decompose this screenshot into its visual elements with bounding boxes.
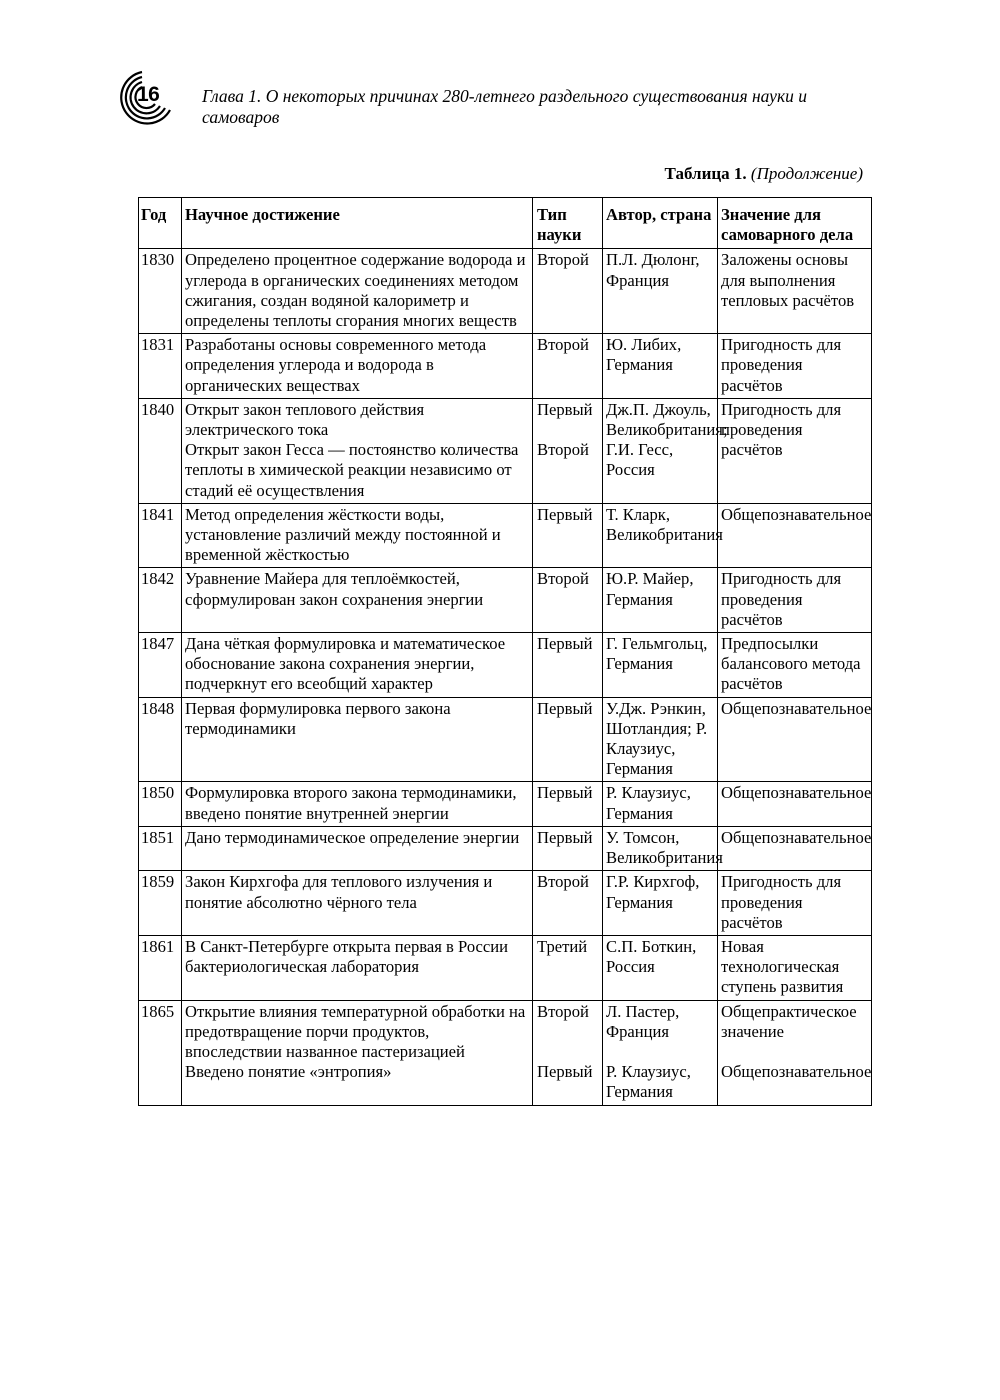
- type-cell: Первый: [533, 826, 603, 870]
- chapter-title: Глава 1. О некоторых причинах 280-летнего раздельного существования науки и самоваров: [202, 86, 808, 127]
- achievement-line: Открыт закон теплового действия электрического тока: [185, 399, 429, 440]
- year-cell: 1840: [139, 398, 182, 503]
- year-cell: 1842: [139, 568, 182, 633]
- significance-cell: Общепознавательное: [718, 782, 872, 826]
- year-cell: 1865: [139, 1000, 182, 1105]
- table-row: [139, 782, 872, 826]
- achievements-table: [138, 197, 872, 1106]
- author-cell: Р. Клаузиус, Германия: [603, 782, 718, 826]
- author-line: Р. Клаузиус, Германия: [606, 1062, 696, 1102]
- type-line: Второй: [537, 1001, 589, 1021]
- table-row: [139, 826, 872, 870]
- year-cell: 1851: [139, 826, 182, 870]
- significance-cell: [718, 1000, 872, 1105]
- author-cell: С.П. Боткин, Россия: [603, 935, 718, 1000]
- author-cell: Т. Кларк, Великобритания: [603, 503, 718, 568]
- type-cell: Третий: [533, 935, 603, 1000]
- table-row: [139, 249, 872, 334]
- author-cell: У. Томсон, Великобритания: [603, 826, 718, 870]
- achievement-cell: Метод определения жёсткости воды, установление различий между постоянной и временной жёсткостью: [182, 503, 533, 568]
- achievement-cell: В Санкт-Петербурге открыта первая в России бактериологическая лаборатория: [182, 935, 533, 1000]
- table-header-row: [139, 198, 872, 249]
- table-caption: [665, 164, 863, 184]
- significance-cell: Заложены основы для выполнения тепловых расчётов: [718, 249, 872, 334]
- year-cell: 1831: [139, 334, 182, 399]
- table-row: [139, 334, 872, 399]
- achievement-line: Введено понятие «энтропия»: [185, 1062, 392, 1082]
- table-note: (Продолжение): [750, 164, 863, 183]
- type-cell: Второй: [533, 871, 603, 936]
- page-number: 16: [137, 83, 160, 106]
- year-cell: 1859: [139, 871, 182, 936]
- achievement-cell: Дана чёткая формулировка и математическое обоснование закона сохранения энергии, подчеркнут его всеобщий характер: [182, 633, 533, 698]
- type-cell: Первый: [533, 503, 603, 568]
- achievement-cell: Дано термодинамическое определение энергии: [182, 826, 533, 870]
- table-row: [139, 398, 872, 503]
- significance-cell: Общепознавательное: [718, 503, 872, 568]
- type-cell: Первый: [533, 697, 603, 782]
- achievement-line: Открыт закон Гесса — постоянство количества теплоты в химической реакции независимо от стадий её осуществления: [185, 440, 523, 500]
- author-cell: Ю. Либих, Германия: [603, 334, 718, 399]
- significance-cell: Пригодность для проведения расчётов: [718, 871, 872, 936]
- type-line: Первый: [537, 399, 593, 419]
- type-cell: Второй: [533, 568, 603, 633]
- type-cell: [533, 1000, 603, 1105]
- achievement-cell: [182, 398, 533, 503]
- achievement-cell: Уравнение Майера для теплоёмкостей, сформулирован закон сохранения энергии: [182, 568, 533, 633]
- author-cell: Г.Р. Кирхгоф, Германия: [603, 871, 718, 936]
- table-row: [139, 935, 872, 1000]
- table-row: [139, 697, 872, 782]
- author-cell: Ю.Р. Майер, Германия: [603, 568, 718, 633]
- achievement-cell: Формулировка второго закона термодинамики, введено понятие внутренней энергии: [182, 782, 533, 826]
- column-header-type: Тип науки: [533, 198, 603, 249]
- table-row: [139, 633, 872, 698]
- significance-cell: Пригодность для проведения расчётов: [718, 398, 872, 503]
- author-line: Л. Пастер, Франция: [606, 1001, 684, 1041]
- achievement-cell: Закон Кирхгофа для теплового излучения и понятие абсолютно чёрного тела: [182, 871, 533, 936]
- table-row: [139, 871, 872, 936]
- achievement-cell: Разработаны основы современного метода определения углерода и водорода в органических веществах: [182, 334, 533, 399]
- column-header-achievement: Научное достижение: [182, 198, 533, 249]
- year-cell: 1830: [139, 249, 182, 334]
- significance-cell: Пригодность для проведения расчётов: [718, 568, 872, 633]
- table-row: [139, 503, 872, 568]
- significance-line: Общепознавательное: [721, 1062, 872, 1082]
- achievement-cell: [182, 1000, 533, 1105]
- year-cell: 1848: [139, 697, 182, 782]
- type-cell: Первый: [533, 633, 603, 698]
- year-cell: 1850: [139, 782, 182, 826]
- significance-cell: Общепознавательное: [718, 697, 872, 782]
- type-line: Первый: [537, 1062, 593, 1082]
- column-header-author: Автор, страна: [603, 198, 718, 249]
- type-cell: [533, 398, 603, 503]
- author-cell: У.Дж. Рэнкин, Шотландия; Р. Клаузиус, Германия: [603, 697, 718, 782]
- author-cell: П.Л. Дюлонг, Франция: [603, 249, 718, 334]
- significance-cell: Предпосылки балансового метода расчётов: [718, 633, 872, 698]
- significance-cell: Пригодность для проведения расчётов: [718, 334, 872, 399]
- significance-line: Общепрактическое значение: [721, 1001, 861, 1041]
- type-cell: Второй: [533, 249, 603, 334]
- significance-cell: Общепознавательное: [718, 826, 872, 870]
- type-cell: Второй: [533, 334, 603, 399]
- column-header-year: Год: [139, 198, 182, 249]
- type-line: Второй: [537, 440, 589, 460]
- achievement-cell: Определено процентное содержание водорода и углерода в органических соединениях методом сжигания, создан водяной калориметр и определены теплоты сгорания многих веществ: [182, 249, 533, 334]
- year-cell: 1841: [139, 503, 182, 568]
- author-cell: Г. Гельмгольц, Германия: [603, 633, 718, 698]
- author-cell: Дж.П. Джоуль, Великобритания; Г.И. Гесс, Россия: [603, 398, 718, 503]
- year-cell: 1847: [139, 633, 182, 698]
- type-cell: Первый: [533, 782, 603, 826]
- column-header-significance: Значение для самоварного дела: [718, 198, 872, 249]
- table-row: [139, 1000, 872, 1105]
- table-row: [139, 568, 872, 633]
- author-cell: [603, 1000, 718, 1105]
- table-label: Таблица 1.: [664, 164, 747, 183]
- achievement-line: Открытие влияния температурной обработки на предотвращение порчи продуктов, впоследствии названное пастеризацией: [185, 1001, 530, 1061]
- achievement-cell: Первая формулировка первого закона термодинамики: [182, 697, 533, 782]
- year-cell: 1861: [139, 935, 182, 1000]
- significance-cell: Новая технологическая ступень развития: [718, 935, 872, 1000]
